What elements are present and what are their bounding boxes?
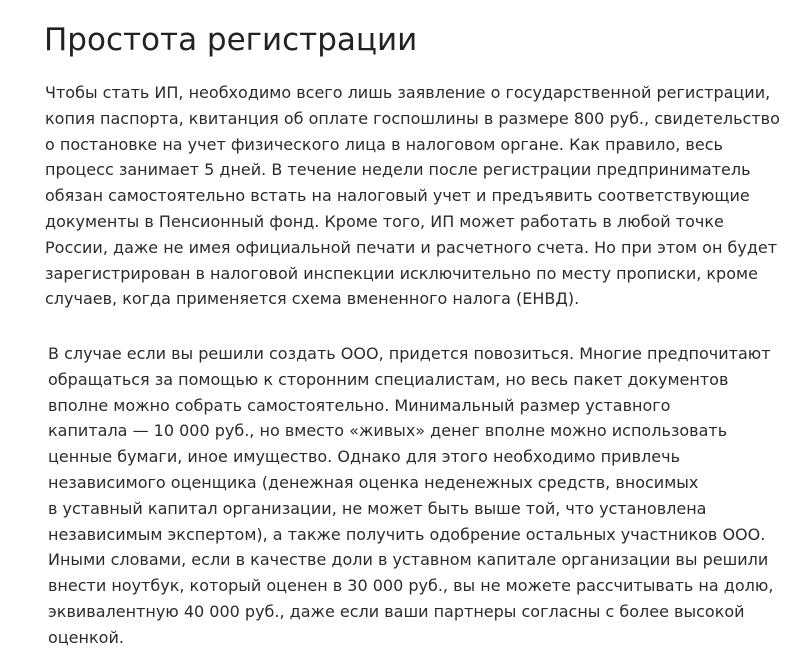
paragraph-line: копия паспорта, квитанция об оплате госпошлины в размере 800 руб., свидетельство <box>45 108 780 128</box>
paragraph-line: обращаться за помощью к сторонним специалистам, но весь пакет документов <box>48 369 729 389</box>
paragraph-line: независимым экспертом), а также получить одобрение остальных участников ООО. <box>48 524 766 544</box>
paragraph-line: внести ноутбук, который оценен в 30 000 руб., вы не можете рассчитывать на долю, <box>48 576 774 596</box>
article-heading: Простота регистрации <box>44 22 418 58</box>
paragraph-line: независимого оценщика (денежная оценка неденежных средств, вносимых <box>48 472 699 492</box>
paragraph-line: зарегистрирован в налоговой инспекции исключительно по месту прописки, кроме <box>45 263 758 283</box>
paragraph-line: оценкой. <box>48 627 124 647</box>
paragraph-line: в уставный капитал организации, не может быть выше той, что установлена <box>48 498 707 518</box>
paragraph-line: Иными словами, если в качестве доли в уставном капитале организации вы решили <box>48 550 769 570</box>
paragraph-line: процесс занимает 5 дней. В течение недели после регистрации предприниматель <box>45 160 751 180</box>
paragraph-line: вполне можно собрать самостоятельно. Минимальный размер уставного <box>48 395 671 415</box>
paragraph-line: документы в Пенсионный фонд. Кроме того, ИП может работать в любой точке <box>45 211 724 231</box>
paragraph-line: ценные бумаги, иное имущество. Однако для этого необходимо привлечь <box>48 447 680 467</box>
paragraph-line: обязан самостоятельно встать на налоговый учет и предъявить соответствующие <box>45 186 750 206</box>
paragraph-line: о постановке на учет физического лица в налоговом органе. Как правило, весь <box>45 134 723 154</box>
paragraph-line: эквивалентную 40 000 руб., даже если ваши партнеры согласны с более высокой <box>48 601 745 621</box>
paragraph-line: России, даже не имея официальной печати и расчетного счета. Но при этом он будет <box>45 237 778 257</box>
paragraph-line: В случае если вы решили создать ООО, придется повозиться. Многие предпочитают <box>48 344 771 363</box>
paragraph-ip-registration <box>45 80 780 312</box>
paragraph-line: случаев, когда применяется схема вмененного налога (ЕНВД). <box>45 289 580 309</box>
paragraph-line: Чтобы стать ИП, необходимо всего лишь заявление о государственной регистрации, <box>45 83 771 102</box>
paragraph-ooo-registration <box>48 341 773 651</box>
paragraph-line: капитала — 10 000 руб., но вместо «живых» денег вполне можно использовать <box>48 421 728 441</box>
